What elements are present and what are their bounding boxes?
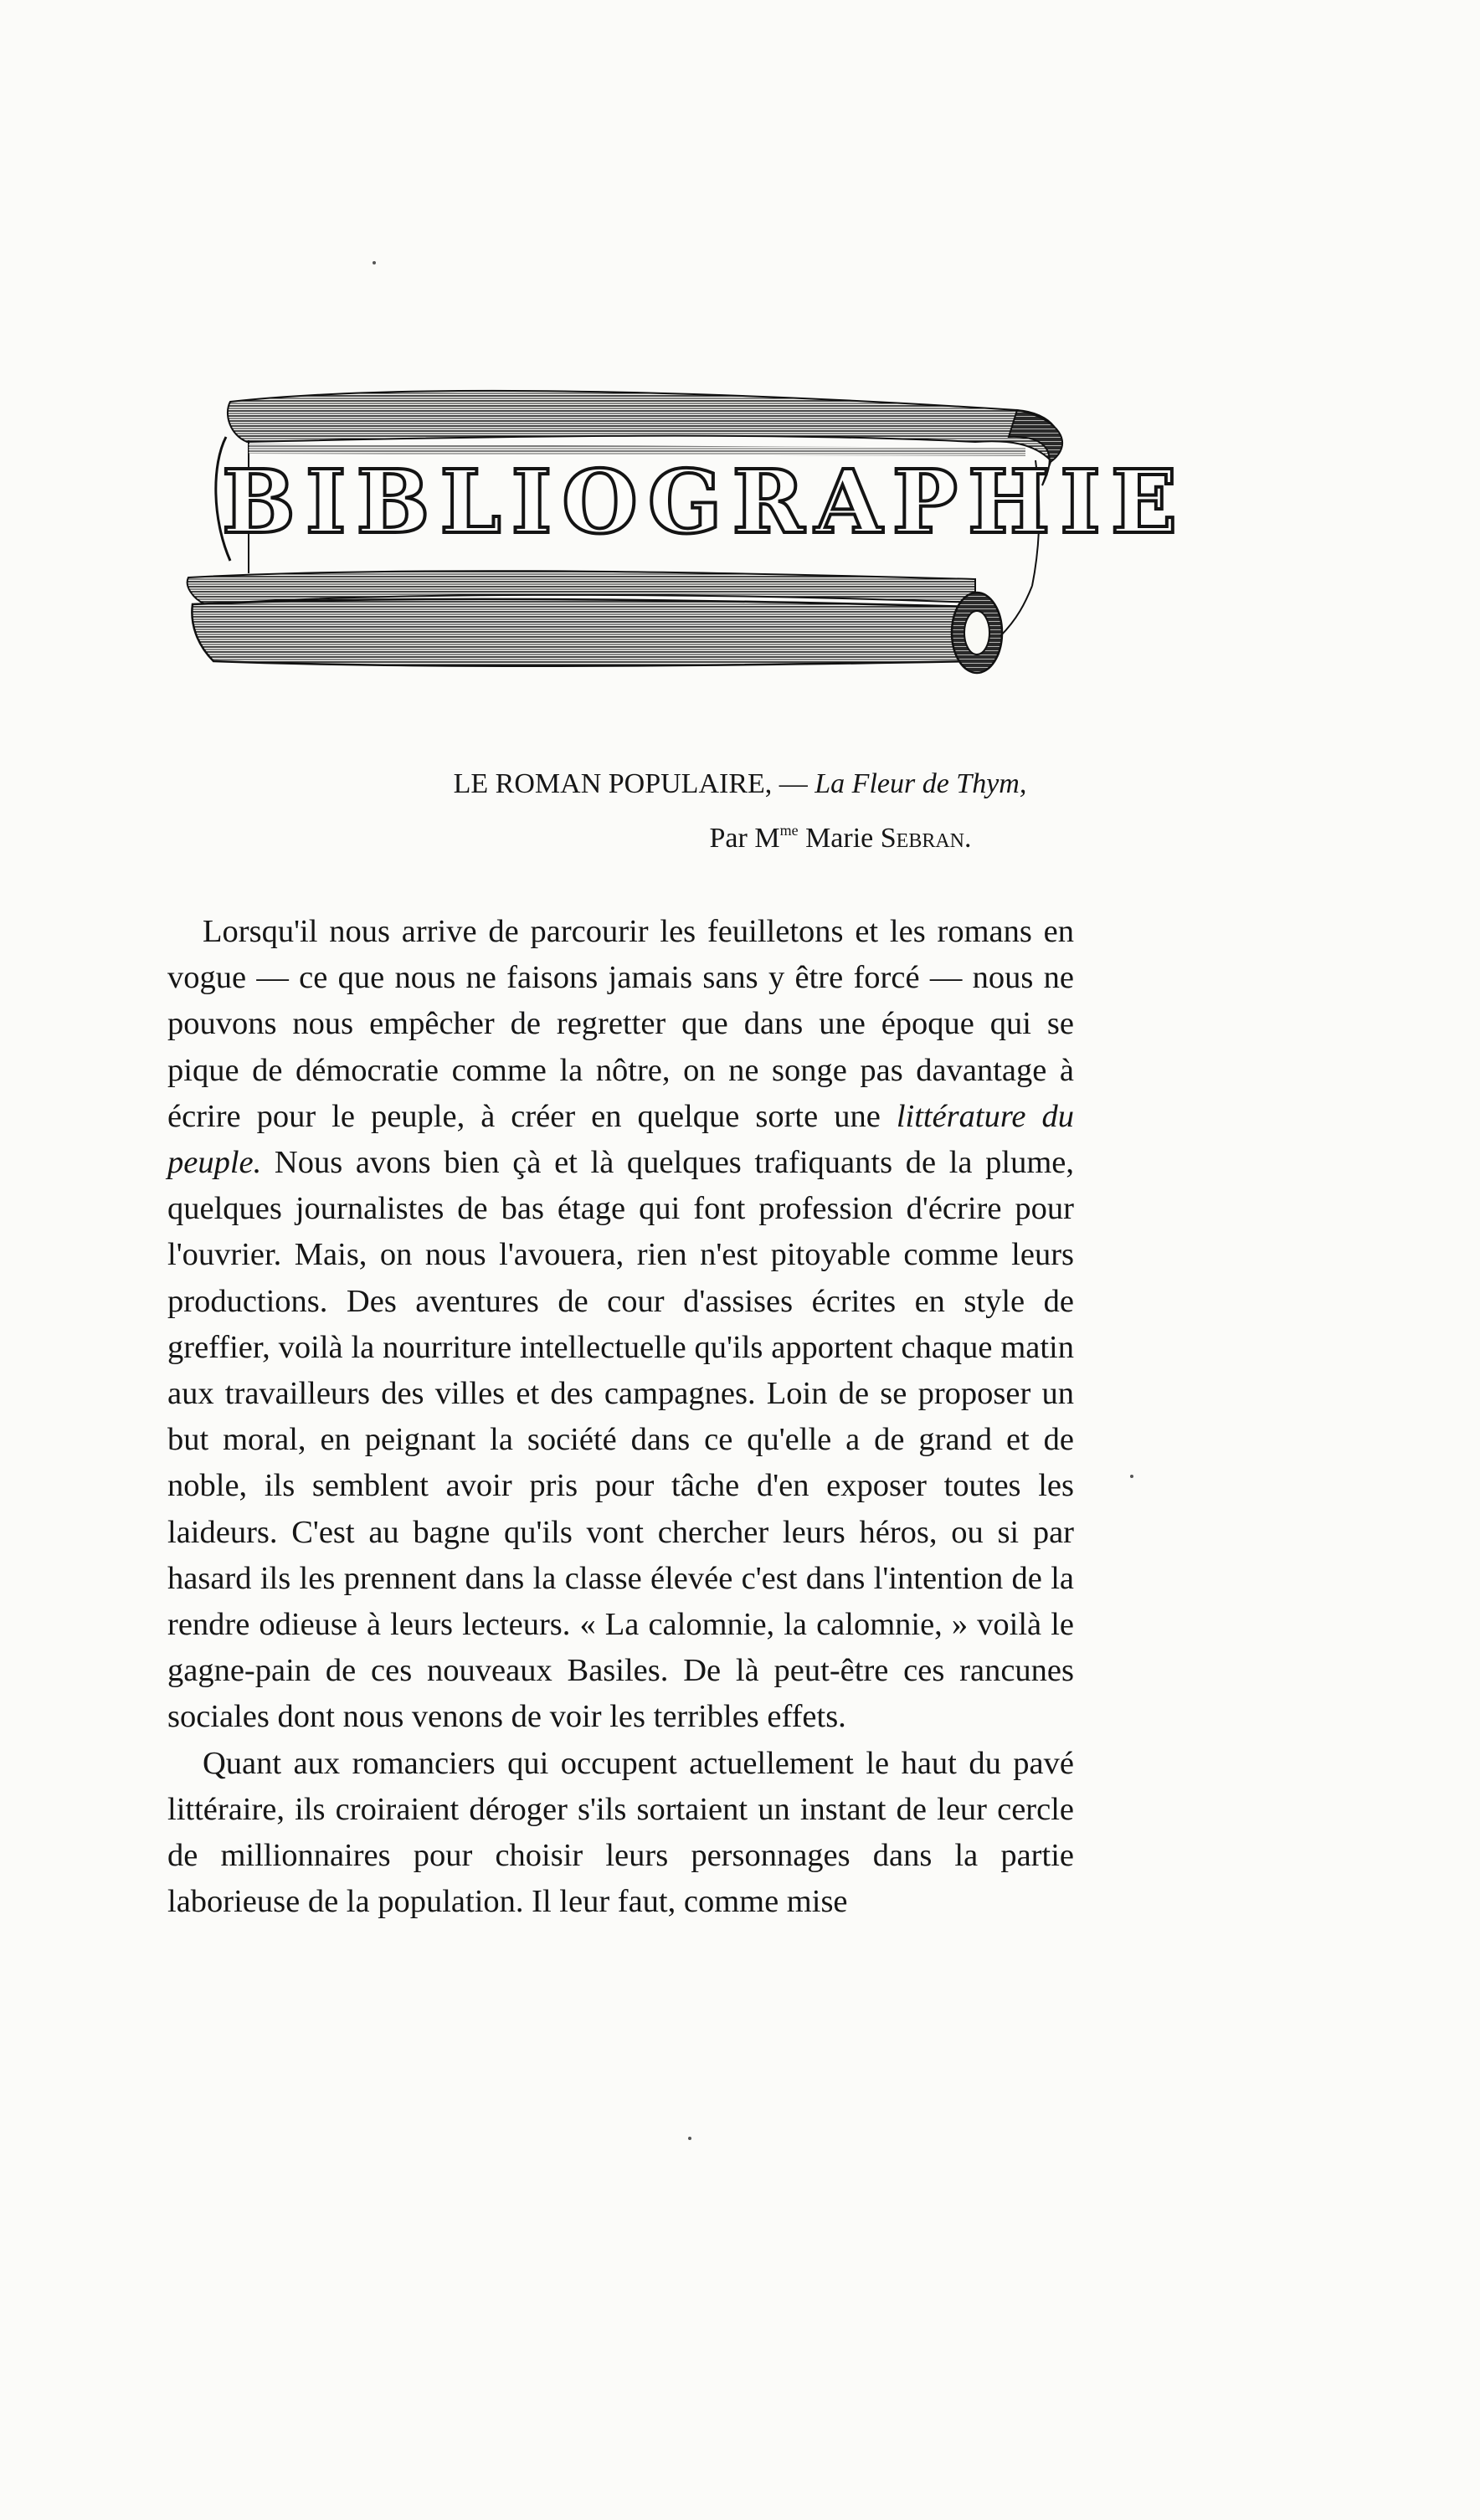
heading-prefix: LE ROMAN POPULAIRE, — xyxy=(453,768,808,799)
author-surname: Sebran. xyxy=(880,823,972,854)
paragraph-2: Quant aux romanciers qui occupent actuellement le haut du pavé littéraire, ils croiraient déroger s'ils sortaient un instant de leur cercle de millionnaires pour choisir leurs personnages dans la partie laborieuse de la population. Il leur faut, comme mise xyxy=(167,1745,1074,1920)
author-prefix: Par M xyxy=(709,823,780,854)
paragraph-1-text-b: Nous avons bien çà et là quelques trafiquants de la plume, quelques journalistes de bas étage qui font profession d'écrire pour l'ouvrier. Mais, on nous l'avouera, rien n'est pitoyable comme leurs productions. Des aventures de cour d'assises écrites en style de greffier, voilà la nourriture intellectuelle qu'ils apportent chaque matin aux travailleurs des villes et des campagnes. Loin de se proposer un but moral, en peignant la société dans ce qu'elle a de grand et de noble, ils semblent avoir pris pour tâche d'en exposer toutes les laideurs. C'est au bagne qu'ils vont chercher leurs héros, ou si par hasard ils les prennent dans la classe élevée c'est dans l'intention de la rendre odieuse à leurs lecteurs. « La calomnie, la calomnie, » voilà le gagne-pain de ces nouveaux Basiles. De là peut-être ces rancunes sociales dont nous venons de voir les terribles effets. xyxy=(167,1145,1074,1735)
author-first-name: Marie xyxy=(805,823,874,854)
article-heading xyxy=(0,768,1480,800)
book-title: La Fleur de Thym, xyxy=(815,768,1027,799)
paragraph-1-text-a: Lorsqu'il nous arrive de parcourir les feuilletons et les romans en vogue — ce que nous ne faisons jamais sans y être forcé — nous ne pouvons nous empêcher de regretter que dans une époque qui se pique de démocratie comme la nôtre, on ne songe pas davantage à écrire pour le peuple, à créer en quelque sorte une xyxy=(167,914,1074,1134)
bibliographie-banner xyxy=(172,385,1188,720)
author-honorific: me xyxy=(779,822,799,839)
print-speck xyxy=(1130,1475,1133,1478)
print-speck xyxy=(688,2137,691,2140)
article-author-line xyxy=(100,822,1480,855)
banner-title: BIBLIOGRAPHIE xyxy=(222,450,1188,553)
paragraph-1-italic: littérature du peuple. xyxy=(167,1098,1075,1181)
article-body xyxy=(167,909,1074,1925)
paragraph-1 xyxy=(167,909,1074,1741)
print-speck xyxy=(373,261,376,264)
